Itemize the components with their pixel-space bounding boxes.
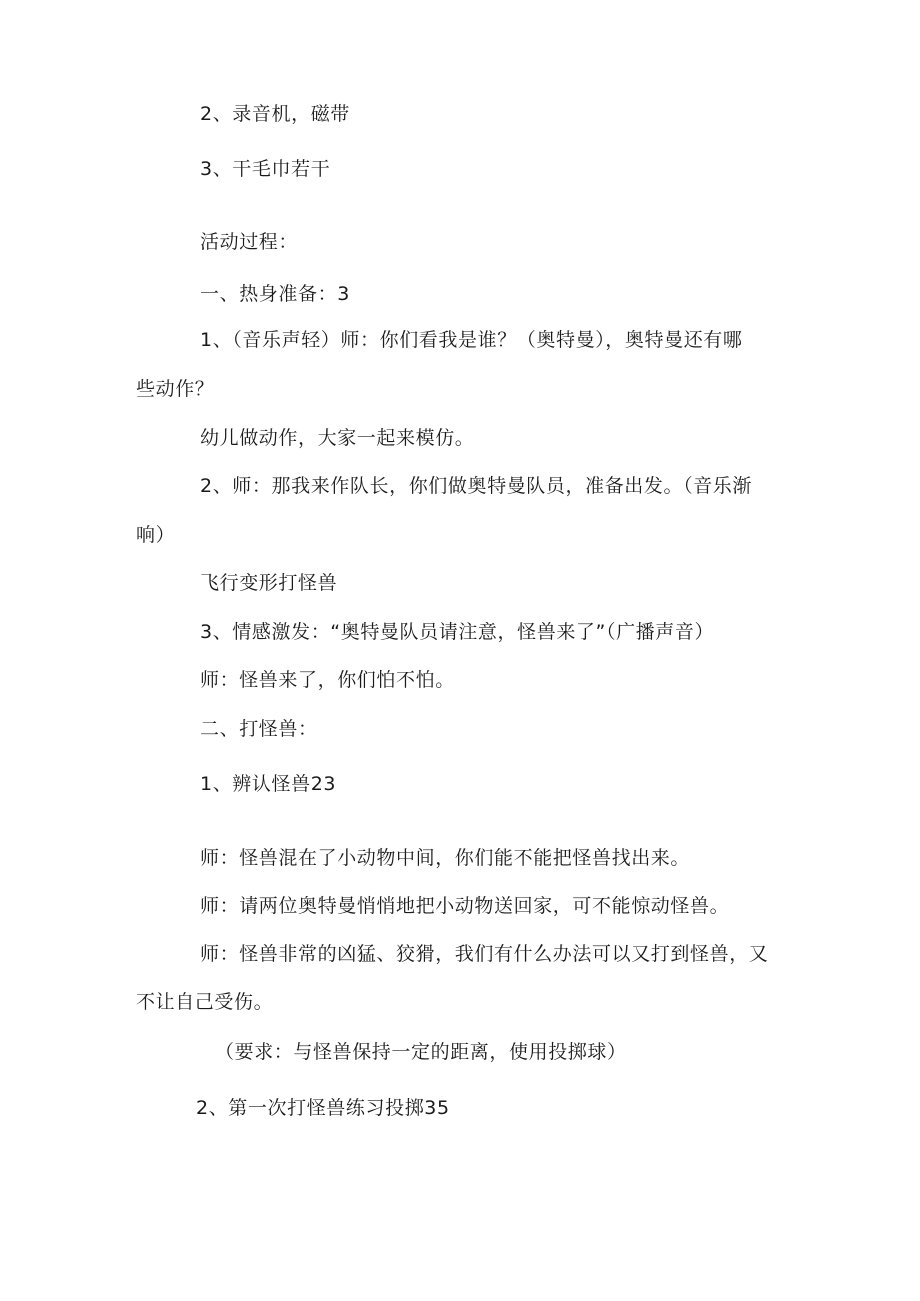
section1-flight: 飞行变形打怪兽: [200, 572, 338, 594]
section2-requirement: （要求：与怪兽保持一定的距离，使用投掷球）: [215, 1041, 627, 1063]
section1-step3: 3、情感激发：“奥特曼队员请注意，怪兽来了”（广播声音）: [200, 621, 715, 643]
section1-teacher-line: 师：怪兽来了，你们怕不怕。: [200, 669, 455, 691]
section1-step2-line2: 响）: [136, 524, 176, 546]
section2-teacher-line-3b: 不让自己受伤。: [136, 991, 274, 1013]
section1-step1-line2: 些动作？: [136, 378, 215, 400]
process-heading: 活动过程：: [200, 231, 299, 253]
section2-step1: 1、辨认怪兽23: [200, 773, 337, 795]
section2-step2: 2、第一次打怪兽练习投掷35: [196, 1097, 450, 1119]
section1-step1-line1: 1、（音乐声轻）师：你们看我是谁？（奥特曼），奥特曼还有哪: [200, 329, 743, 351]
section2-heading: 二、打怪兽：: [200, 718, 318, 740]
section1-step2-line1: 2、师：那我来作队长，你们做奥特曼队员，准备出发。（音乐渐: [200, 475, 752, 497]
section2-teacher-line-3a: 师：怪兽非常的凶猛、狡猾，我们有什么办法可以又打到怪兽，又: [200, 943, 769, 965]
materials-item-3: 3、干毛巾若干: [200, 158, 331, 180]
section1-kids-action: 幼儿做动作，大家一起来模仿。: [200, 427, 475, 449]
section1-heading: 一、热身准备：3: [200, 283, 350, 305]
section2-teacher-line-2: 师：请两位奥特曼悄悄地把小动物送回家，可不能惊动怪兽。: [200, 895, 730, 917]
materials-item-2: 2、录音机，磁带: [200, 103, 350, 125]
section2-teacher-line-1: 师：怪兽混在了小动物中间，你们能不能把怪兽找出来。: [200, 847, 691, 869]
